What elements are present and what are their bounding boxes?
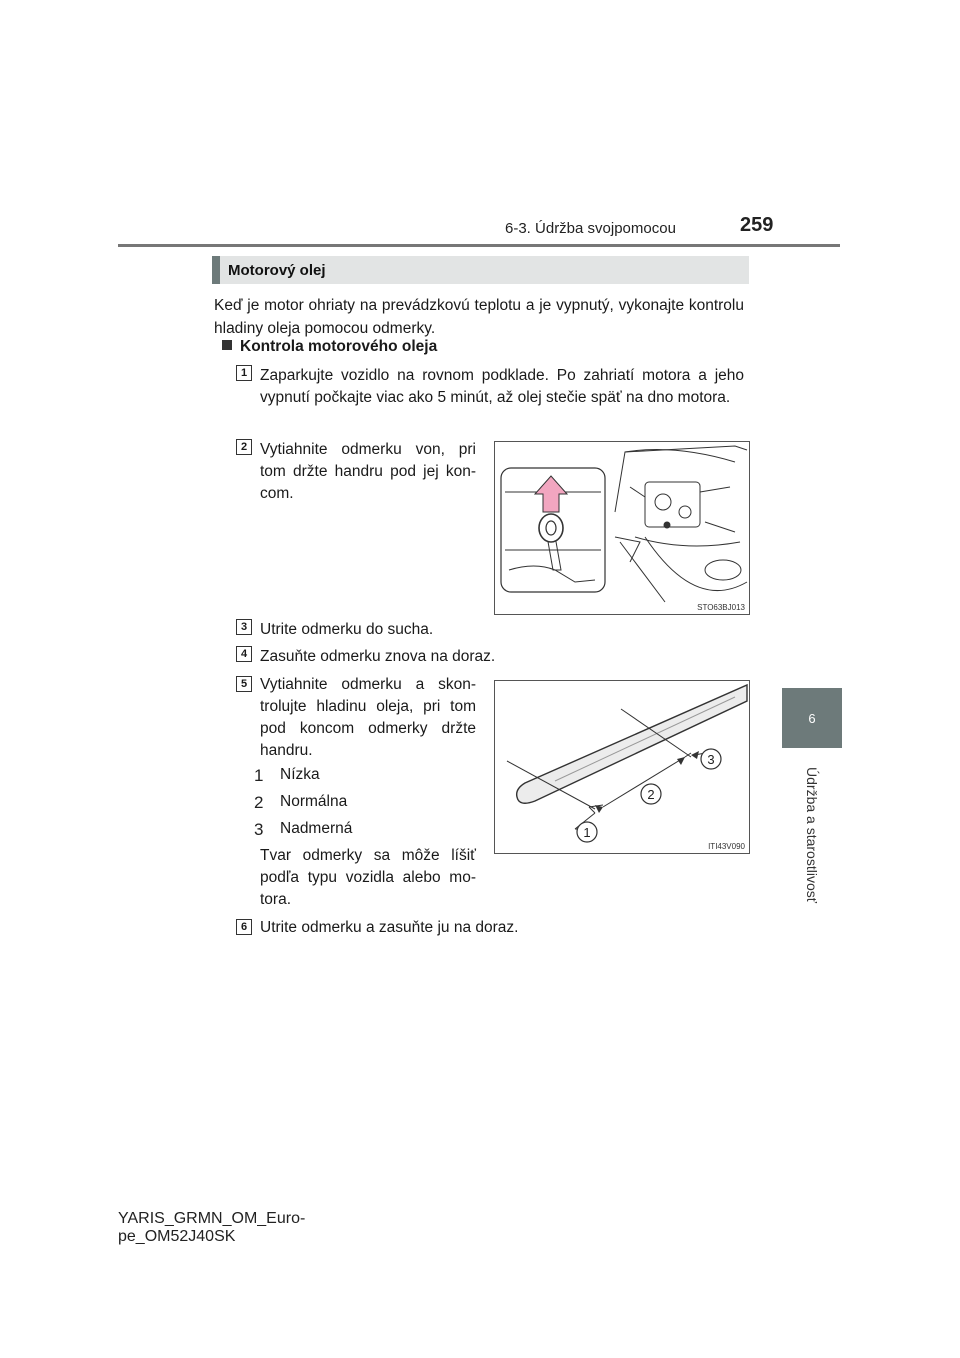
chapter-number: 6 <box>808 710 816 726</box>
level-label-excessive: Nadmerná <box>280 820 353 837</box>
intro-paragraph: Keď je motor ohriaty na prevádzkovú teplotu a je vypnutý, vykonajte kontrolu hladiny oleja pomocou odmerky. <box>214 297 744 337</box>
step-number-2: 2 <box>236 439 252 455</box>
figure-marker-1: 1 <box>583 825 591 840</box>
subheading-text: Kontrola motorového oleja <box>240 338 438 355</box>
step-text-6: Utrite odmerku a zasuňte ju na doraz. <box>260 919 519 936</box>
step-number-3: 3 <box>236 619 252 635</box>
level-marker-2: 2 <box>254 793 264 812</box>
level-marker-3: 3 <box>254 820 264 839</box>
square-bullet-icon <box>222 340 232 350</box>
page-number: 259 <box>740 214 774 236</box>
level-label-low: Nízka <box>280 766 320 783</box>
header-section-title: 6-3. Údržba svojpomocou <box>505 220 676 237</box>
step-number-4: 4 <box>236 646 252 662</box>
section-title: Motorový olej <box>228 261 326 279</box>
step-number-1: 1 <box>236 365 252 381</box>
chapter-title: Údržba a starostlivosť <box>804 767 820 903</box>
step-text-1: Zaparkujte vozidlo na rovnom podklade. Po zahriatí motora a jeho vypnutí počkajte viac ako 5 minút, až olej stečie späť na dno motora. <box>260 367 744 406</box>
step-text-5: Vytiahnite odmerku a skon-trolujte hladinu oleja, pri tom pod koncom odmerky držte handru. <box>260 676 476 759</box>
footer-line-1: YARIS_GRMN_OM_Euro- <box>118 1210 306 1227</box>
dipstick-level-illustration <box>494 680 750 854</box>
level-marker-1: 1 <box>254 766 264 785</box>
step-number-5: 5 <box>236 676 252 692</box>
engine-drawing <box>495 442 749 614</box>
engine-figure-caption: STO63BJ013 <box>697 603 745 612</box>
level-label-normal: Normálna <box>280 793 348 810</box>
subheading <box>222 338 437 356</box>
step-text-2: Vytiahnite odmerku von, pri tom držte handru pod jej kon-com. <box>260 441 476 502</box>
dipstick-drawing <box>495 681 749 853</box>
figure-marker-2: 2 <box>647 787 655 802</box>
step-text-3: Utrite odmerku do sucha. <box>260 621 434 638</box>
footer-line-2: pe_OM52J40SK <box>118 1228 236 1245</box>
chapter-title-vertical <box>752 760 872 910</box>
section-title-bar <box>212 256 749 284</box>
step-number-6: 6 <box>236 919 252 935</box>
dipstick-shape-note: Tvar odmerky sa môže líšiť podľa typu vozidla alebo mo-tora. <box>260 847 476 908</box>
dipstick-figure-caption: ITI43V090 <box>708 842 745 851</box>
step-text-4: Zasuňte odmerku znova na doraz. <box>260 648 496 665</box>
engine-dipstick-illustration <box>494 441 750 615</box>
figure-marker-3: 3 <box>707 752 715 767</box>
header-rule <box>118 244 840 247</box>
chapter-tab <box>782 688 842 748</box>
document-footer <box>118 1210 305 1246</box>
